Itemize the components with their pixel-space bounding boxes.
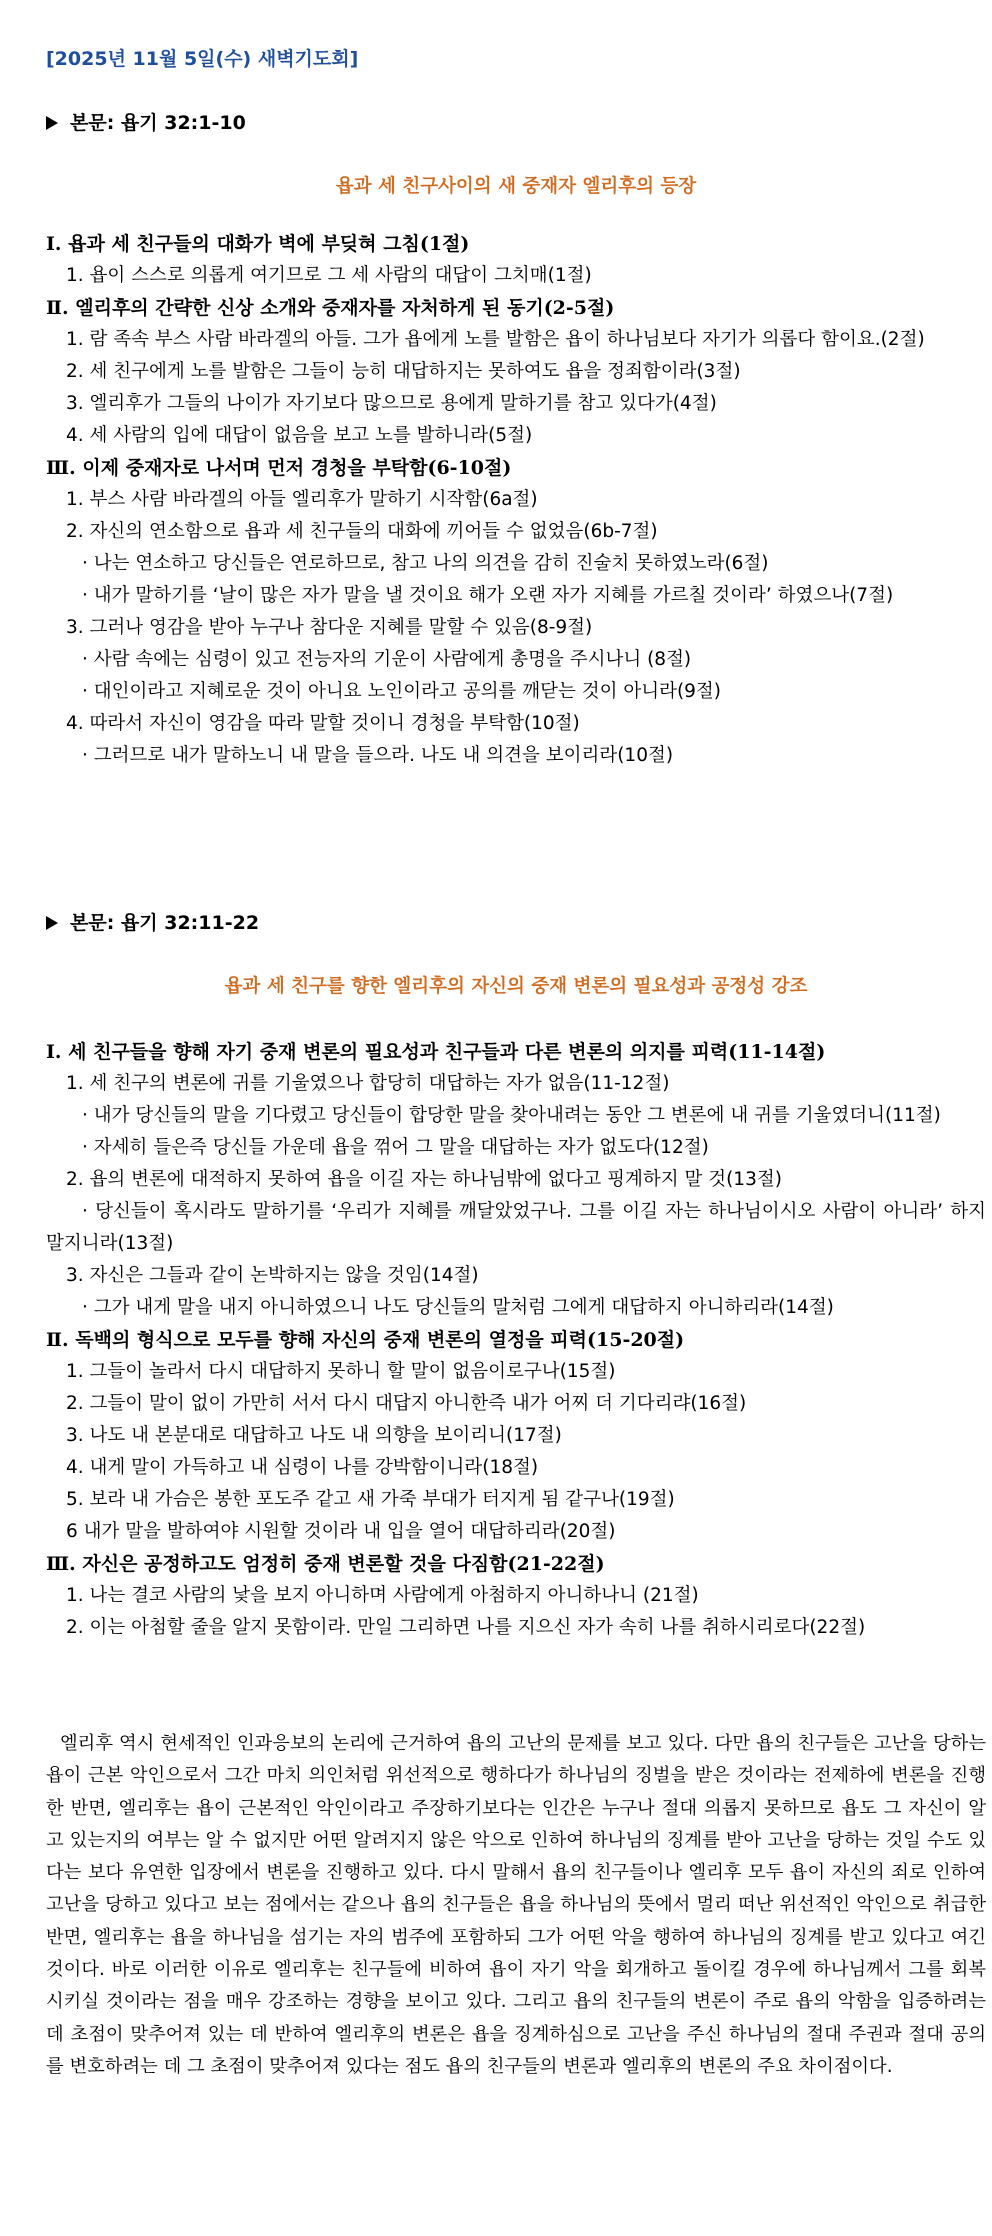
outline-subitem: · 당신들이 혹시라도 말하기를 ‘우리가 지혜를 깨달았었구나. 그를 이길 자는 하나님이시오 사람이 아니라’ 하지 말지니라(13절)	[46, 1201, 986, 1254]
passage-heading-1	[46, 108, 246, 135]
outline-item: 2. 욥의 변론에 대적하지 못하여 욥을 이길 자는 하나님밖에 없다고 핑계하지 말 것(13절)	[66, 1169, 782, 1190]
passage-reference: 본문: 욥기 32:1-10	[70, 112, 246, 134]
outline-section-2	[46, 1036, 986, 1644]
triangle-bullet-icon	[46, 116, 58, 130]
outline-item: 1. 람 족속 부스 사람 바라겔의 아들. 그가 욥에게 노를 발함은 욥이 하나님보다 자기가 의롭다 함이요.(2절)	[66, 329, 925, 350]
service-date-heading: [2025년 11월 5일(수) 새벽기도회]	[46, 48, 359, 70]
outline-item: 6 내가 말을 발하여야 시원할 것이라 내 입을 열어 대답하리라(20절)	[66, 1521, 616, 1542]
outline-item: 3. 그러나 영감을 받아 누구나 참다운 지혜를 말할 수 있음(8-9절)	[66, 617, 593, 638]
outline-item: 2. 그들이 말이 없이 가만히 서서 다시 대답지 아니한즉 내가 어찌 더 기다리랴(16절)	[66, 1393, 747, 1414]
outline-subitem: · 그가 내게 말을 내지 아니하였으니 나도 당신들의 말처럼 그에게 대답하지 아니하리라(14절)	[82, 1297, 834, 1318]
outline-item: 1. 부스 사람 바라겔의 아들 엘리후가 말하기 시작함(6a절)	[66, 489, 538, 510]
outline-item: 1. 나는 결코 사람의 낯을 보지 아니하며 사람에게 아첨하지 아니하나니 (21절)	[66, 1585, 699, 1606]
outline-item: 4. 세 사람의 입에 대답이 없음을 보고 노를 발하니라(5절)	[66, 425, 533, 446]
outline-item: 1. 세 친구의 변론에 귀를 기울였으나 합당히 대답하는 자가 없음(11-12절)	[66, 1073, 670, 1094]
outline-subitem: · 나는 연소하고 당신들은 연로하므로, 참고 나의 의견을 감히 진술치 못하였노라(6절)	[82, 553, 769, 574]
outline-item: 4. 따라서 자신이 영감을 따라 말할 것이니 경청을 부탁함(10절)	[66, 713, 580, 734]
outline-heading: Ⅲ. 자신은 공정하고도 엄정히 중재 변론할 것을 다짐함(21-22절)	[46, 1553, 605, 1575]
triangle-bullet-icon	[46, 916, 58, 930]
outline-item: 3. 나도 내 본분대로 대답하고 나도 내 의향을 보이리니(17절)	[66, 1425, 562, 1446]
outline-item: 5. 보라 내 가슴은 봉한 포도주 같고 새 가죽 부대가 터지게 됨 같구나(19절)	[66, 1489, 675, 1510]
commentary-paragraph: 엘리후 역시 현세적인 인과응보의 논리에 근거하여 욥의 고난의 문제를 보고 있다. 다만 욥의 친구들은 고난을 당하는 욥이 근본 악인으로서 그간 마치 의인처럼 위선적으로 행하다가 하나님의 징벌을 받은 것이라는 전제하에 변론을 진행한 반면, 엘리후는 욥이 근본적인 악인이라고 주장하기보다는 인간은 누구나 절대 의롭지 못하므로 욥도 그 자신이 알고 있는지의 여부는 알 수 없지만 어떤 알려지지 않은 악으로 인하여 하나님의 징계를 받아 고난을 당하는 것일 수도 있다는 보다 유연한 입장에서 변론을 진행하고 있다. 다시 말해서 욥의 친구들이나 엘리후 모두 욥이 자신의 죄로 인하여 고난을 당하고 있다고 보는 점에서는 같으나 욥의 친구들은 욥을 하나님의 뜻에서 멀리 떠난 위선적인 악인으로 취급한 반면, 엘리후는 욥을 하나님을 섬기는 자의 범주에 포함하되 그가 어떤 악을 행하여 하나님의 징계를 받고 있다고 여긴 것이다. 바로 이러한 이유로 엘리후는 친구들에 비하여 욥이 자기 악을 회개하고 돌이킬 경우에 하나님께서 그를 회복시키실 것이라는 점을 매우 강조하는 경향을 보이고 있다. 그리고 욥의 친구들의 변론이 주로 욥의 악함을 입증하려는 데 초점이 맞추어져 있는 데 반하여 엘리후의 변론은 욥을 징계하심으로 고난을 주신 하나님의 절대 주권과 절대 공의를 변호하려는 데 그 초점이 맞추어져 있다는 점도 욥의 친구들의 변론과 엘리후의 변론의 주요 차이점이다.	[46, 1733, 986, 2077]
passage-heading-2	[46, 908, 259, 935]
outline-item: 4. 내게 말이 가득하고 내 심령이 나를 강박함이니라(18절)	[66, 1457, 539, 1478]
outline-item: 1. 욥이 스스로 의롭게 여기므로 그 세 사람의 대답이 그치매(1절)	[66, 265, 592, 286]
outline-heading: Ⅰ. 세 친구들을 향해 자기 중재 변론의 필요성과 친구들과 다른 변론의 의지를 피력(11-14절)	[46, 1041, 826, 1063]
outline-item: 1. 그들이 놀라서 다시 대답하지 못하니 할 말이 없음이로구나(15절)	[66, 1361, 616, 1382]
section-title-1: 욥과 세 친구사이의 새 중재자 엘리후의 등장	[335, 176, 697, 197]
outline-subitem: · 내가 당신들의 말을 기다렸고 당신들이 합당한 말을 찾아내려는 동안 그 변론에 내 귀를 기울였더니(11절)	[82, 1105, 941, 1126]
outline-item: 2. 세 친구에게 노를 발함은 그들이 능히 대답하지는 못하여도 욥을 정죄함이라(3절)	[66, 361, 741, 382]
outline-subitem: · 내가 말하기를 ‘날이 많은 자가 말을 낼 것이요 해가 오랜 자가 지혜를 가르칠 것이라’ 하였으나(7절)	[82, 585, 894, 606]
outline-heading: Ⅱ. 엘리후의 간략한 신상 소개와 중재자를 자처하게 된 동기(2-5절)	[46, 297, 615, 319]
outline-item: 3. 자신은 그들과 같이 논박하지는 않을 것임(14절)	[66, 1265, 479, 1286]
outline-subitem: · 대인이라고 지혜로운 것이 아니요 노인이라고 공의를 깨닫는 것이 아니라(9절)	[82, 681, 722, 702]
outline-subitem: · 그러므로 내가 말하노니 내 말을 들으라. 나도 내 의견을 보이리라(10절)	[82, 745, 674, 766]
outline-subitem: · 자세히 들은즉 당신들 가운데 욥을 꺾어 그 말을 대답하는 자가 없도다(12절)	[82, 1137, 709, 1158]
passage-reference: 본문: 욥기 32:11-22	[70, 912, 260, 934]
outline-section-1	[46, 228, 986, 772]
section-title-2: 욥과 세 친구를 향한 엘리후의 자신의 중재 변론의 필요성과 공정성 강조	[224, 976, 808, 997]
outline-heading: Ⅰ. 욥과 세 친구들의 대화가 벽에 부딪혀 그침(1절)	[46, 233, 470, 255]
outline-heading: Ⅲ. 이제 중재자로 나서며 먼저 경청을 부탁함(6-10절)	[46, 457, 512, 479]
outline-item: 3. 엘리후가 그들의 나이가 자기보다 많으므로 용에게 말하기를 참고 있다가(4절)	[66, 393, 717, 414]
outline-item: 2. 이는 아첨할 줄을 알지 못함이라. 만일 그리하면 나를 지으신 자가 속히 나를 취하시리로다(22절)	[66, 1617, 866, 1638]
outline-item: 2. 자신의 연소함으로 욥과 세 친구들의 대화에 끼어들 수 없었음(6b-7절)	[66, 521, 658, 542]
outline-heading: Ⅱ. 독백의 형식으로 모두를 향해 자신의 중재 변론의 열정을 피력(15-20절)	[46, 1329, 685, 1351]
outline-subitem: · 사람 속에는 심령이 있고 전능자의 기운이 사람에게 총명을 주시나니 (8절)	[82, 649, 692, 670]
